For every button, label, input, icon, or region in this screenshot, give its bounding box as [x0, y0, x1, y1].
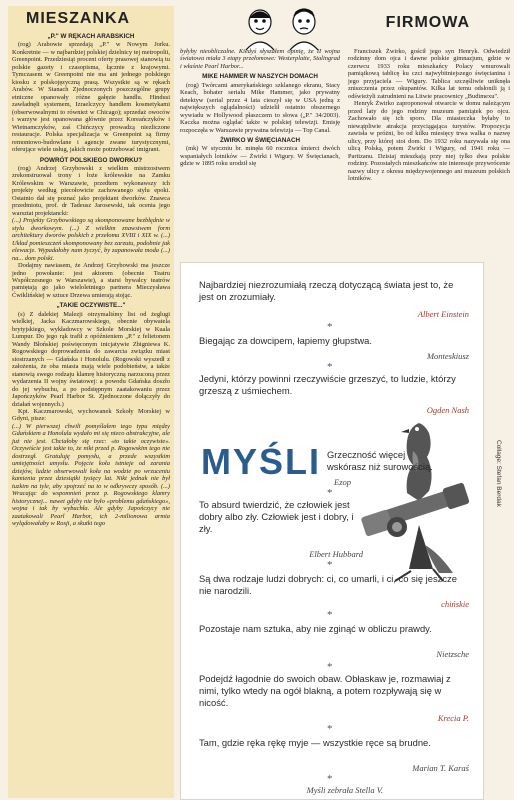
quote-author-8: Krecia P.	[437, 713, 469, 723]
mysli-quotes-box	[180, 262, 484, 800]
firmowa-header: FIRMOWA	[385, 14, 470, 31]
firmowa-header-area	[178, 6, 508, 52]
quote-6: Są dwa rodzaje ludzi dobrych: ci, co umarli, i ci, co się jeszcze nie narodzili.	[199, 573, 457, 597]
mieszanka-column	[8, 6, 174, 798]
star-separator: *	[327, 559, 333, 571]
quote-author-6: chińskie	[441, 599, 469, 609]
article-text-oczywiste: (s) Z dalekiej Malezji otrzymaliśmy list od żeglugi wielkiej, Jacka Kaczmarowskiego, obecnie obywatela brytyjskiego, wykładowcy w Szkole Morskiej w Kuala Lumpur. Do jego rąk trafił z opóźnieniem „P." z felietonem Wandy Błońskiej poświęconym inicjatywie Zbigniewa K. Rogowskiego doprowadzenia do zawarcia związku miast siostrzanych — Gdańska i Honolulu. (Rogowski wyszedł z założenia, że oba miasta mają wiele podobieństw, a także stanowią swego rodzaju klamrę historyczną narzuconą przez wydarzenia II wojny światowej: a powodu Gdańska doszło do jej wybuchu, a po podstępnym zaatakowaniu przez Japończyków Pearl Harbor St. Zjednoczone dołączyły do działań wojennych.)	[12, 310, 170, 408]
quotes-compiler-credit: Myśli zebrała Stella V.	[306, 785, 383, 795]
star-separator: *	[327, 609, 333, 621]
star-separator: *	[327, 321, 333, 333]
quote-5: To absurd twierdzić, że człowiek jest dobry albo zły. Człowiek jest i dobry, i zły.	[199, 499, 354, 535]
article-text-zwirko-2: Franciszek Żwirko, gościł jego syn Henryk. Odwiedził rodzinny dom ojca i dawne polskie gimnazjum, gdzie w czerwcu 1933 roku mieszkańcy Polacy wmurowali pamiątkową tablicę ku czci najwybitniejszego święcianina i jego przyjaciela — Wigury. Tablica szczęśliwie uniknęła zniszczenia przez okupantów. Kilka lat temu odsłonili ją i odświeżyli zatrudnieni na Litwie pracownicy „Budimexu".	[348, 48, 510, 100]
quote-author-4: Ezop	[334, 477, 351, 487]
quote-3: Jedyni, którzy powinni rzeczywiście grzeszyć, to ludzie, którzy grzeszą z uśmiechem.	[199, 373, 456, 397]
star-separator: *	[327, 361, 333, 373]
bird-telescope-collage-image	[359, 415, 477, 585]
article-text-dworek: (rog) Andrzej Grzybowski z wielkim mistrzostwem zrekonstruował trony i łoże królewskie na Zamku Królewskim w Warszawie, przedtem wykonawszy ich projekty według piecołowicie zachowanego stylu epoki. Ostatnio dał się poznać jako projektant dworków. Znawca przedmiotu, prof. dr Tadeusz Jarosewski, tak ocenia jego warsztat projektancki:	[12, 164, 170, 217]
firmowa-columns	[180, 48, 510, 256]
article-title-zwirko: ŻWIRKO W ŚWIĘCIANACH	[219, 137, 301, 145]
article-text-continuation: byłyby nieobliczalne. Kiedyś słyszałem opinię, że II wojna światowa miała 3 etapy przełomowe: Westerplatte, Stalingrad i właśnie Pearl Harbor...	[180, 48, 340, 70]
article-quote-oczywiste: (...) W pierwszej chwili pomyślałem tego typu między Gdańskiem a Honolulu wydało mi się nieco abstrakcyjne, ale już nie jest. Chciałoby się rzec: «to takie oczywiste». Oczywiście jest takie to, że nikt przed p. Rogowskim tego nie dostrzegł. Gratuluję pomysłu, a przede wszystkim umiejętności umysłu. Pojęcie koła istnieje od zarania dziejów, ludzie obserwowali koła na wodzie po wrzuceniu kamienia przez dziesiątki tysięcy lat. Nikt jednak nie był tuzkim na tyle, aby spojrzeć na to w odkrywczy sposób. (...) Wracając do wspomnień przez p. Rogowskiego klamry historycznej... nawet gdyby nie było «problemu gdańskiego», wojna i tak by wybuchła. Ale gdyby Japończycy nie zaatakowali Pearl Harbor, ich 2-milionowa armia wylądowałaby w Rosji, a skutki tego	[12, 422, 170, 528]
star-separator: *	[327, 661, 333, 673]
quote-author-5: Elbert Hubbard	[309, 549, 363, 559]
quote-4: Grzeczność więcej wskórasz niż surowością.	[327, 449, 433, 473]
article-text-zwirko: (mk) W styczniu br. minęła 60 rocznica śmierci dwóch wspaniałych lotników — Żwirki i Wigury. W Święcianach, gdzie w 1895 roku urodził się	[180, 145, 340, 168]
quote-1: Najbardziej niezrozumiałą rzeczą dotyczącą świata jest to, że jest on zrozumiały.	[199, 279, 454, 303]
article-text-zwirko-3: Henryk Żwirko zaproponował otwarcie w domu należącym przed laty do jego rodziny muzeum pamiątek po ojcu. Zachowało się ich sporo. Dla miasteczka byłaby to niewątpliwie atrakcja przyciągająca turystów. Propozycja zawisła w próżni, bo od kilku miesięcy trwa walka o nazwę ulicy, przy której stoi dom. Do 1932 roku nazywała się ona ulicą Polską, potem Żwirki i Wigury, od 1941 roku — Partizanu. Dzisiaj mieszkają przy niej tylko dwa polskie rodziny. Pozostałych mieszkańców nie interesuje przywrócenie nazwy ulicy z okresu międzywojennego ani muzeum polskich lotników.	[348, 100, 510, 183]
quote-8: Podejdź łagodnie do swoich obaw. Obłaskaw je, rozmawiaj z nimi, tylko wtedy na ogół blakną, a potem rozpływają się w nicość.	[199, 673, 451, 709]
quote-author-3: Ogden Nash	[426, 405, 469, 415]
article-title-hammer: MIKE HAMMER W NASZYCH DOMACH	[202, 73, 318, 81]
quote-author-1: Albert Einstein	[417, 309, 469, 319]
collage-credit	[490, 440, 504, 560]
article-text-dworek-2: Dodajmy nawiasem, że Andrzej Grzybowski ma jeszcze jedno powołanie: jest aktorem (obecnie Teatru Współczesnego w Warszawie), a starsi bywalcy teatrów pamiętają go jako wieloletniego partnera Mieczysława Ćwiklińskiej w sztuce Drzewa umierają stojąc.	[12, 262, 170, 299]
article-text-oczywiste-2: Kpt. Kaczmarowski, wychowanek Szkoły Morskiej w Gdyni, pisze:	[12, 407, 170, 423]
mysli-title: MYŚLI	[201, 441, 322, 482]
firmowa-column-1	[180, 48, 340, 256]
star-separator: *	[327, 487, 333, 499]
mieszanka-header: MIESZANKA	[26, 10, 131, 27]
quote-author-9: Marian T. Karaś	[412, 763, 469, 773]
star-separator: *	[327, 723, 333, 735]
quote-9: Tam, gdzie ręka rękę myje — wszystkie ręce są brudne.	[199, 737, 431, 748]
star-separator: *	[327, 773, 333, 785]
collage-credit-text: Collage: Stefan Berdak	[495, 440, 502, 507]
article-title-arab: „P." W RĘKACH ARABSKICH	[47, 33, 135, 40]
quote-7: Pozostaje nam sztuka, aby nie zginąć w obliczu prawdy.	[199, 623, 432, 634]
quote-author-2: Monteskiusz	[426, 351, 469, 361]
article-title-oczywiste: „TAKIE OCZYWISTE..."	[56, 302, 126, 310]
article-quote-dworek: (...) Projekty Grzybowskiego są skomponowane bezbłędnie w stylu dworkowym. (...) Z wielkim znawstwem form architektury dworów polskich z przełomu XVIII i XIX w. (...) Układ pomieszczeń skomponowany bez zarzutu, podobnie jak elewacje. Wypadałoby nam życzyć, by zapanowała moda (...) na... dom polski.	[12, 217, 170, 262]
quote-author-7: Nietzsche	[436, 649, 469, 659]
article-title-dworek: POWRÓT POLSKIEGO DWORKU?	[39, 156, 143, 164]
firmowa-column-2	[348, 48, 510, 256]
article-text-hammer: (rog) Twórcami amerykańskiego szklanego ekranu, Stacy Keach, bohater serialu Mike Hammer, jako prywatny detektyw (serial przez 4 lata cieszył się w USA jedną z największych oglądalności) udzielił ostatnio obszernego wywiadu w Hollywood płaszczem to słowa („P." 34/2003). Kaczka można oglądać także w polskiej telewizji. Emisję rozpoczęła w Warszawie prywatna telewizja — Top Canal.	[180, 81, 340, 134]
cartoon-illustration	[228, 6, 338, 52]
quote-2: Biegając za dowcipem, łapiemy głupstwa.	[199, 335, 373, 346]
article-text-arab: (rog) Arabowie sprzedają „P." w Nowym Jorku. Konkretnie — w najbardziej polskiej dzielnicy tej metropolii, Greenpoint. Przedziesiąt procent oferty prasowej stanowią tu polskie gazety i czasopisma, łącznie z krajowymi. Tymczasem w Greenpoint nie ma ani jednego polskiego kiosku z polskojęzyczną prasą. Wszystkie są w rękach Arabów. W Stanach Zjednoczonych poszczególne grupy etniczne opanowały różne gałęzie handlu. Hindusi zawładnęli systemem, Izraelczycy handlem kosmetykami (obserwowalnymi to również w Chicago); sprzedaż owoców i warzyw jest opanowana głównie przez Koreańczyków i Wietnamczyków, zaś Chińczycy prowadzą niezliczone restauracje. Polska specjalizacja w Greenpoint są firmy remontowo-budowlane i agencje zwane turystycznymi, oferujące wiele usług, jakich może potrzebować imigrant.	[12, 41, 170, 154]
